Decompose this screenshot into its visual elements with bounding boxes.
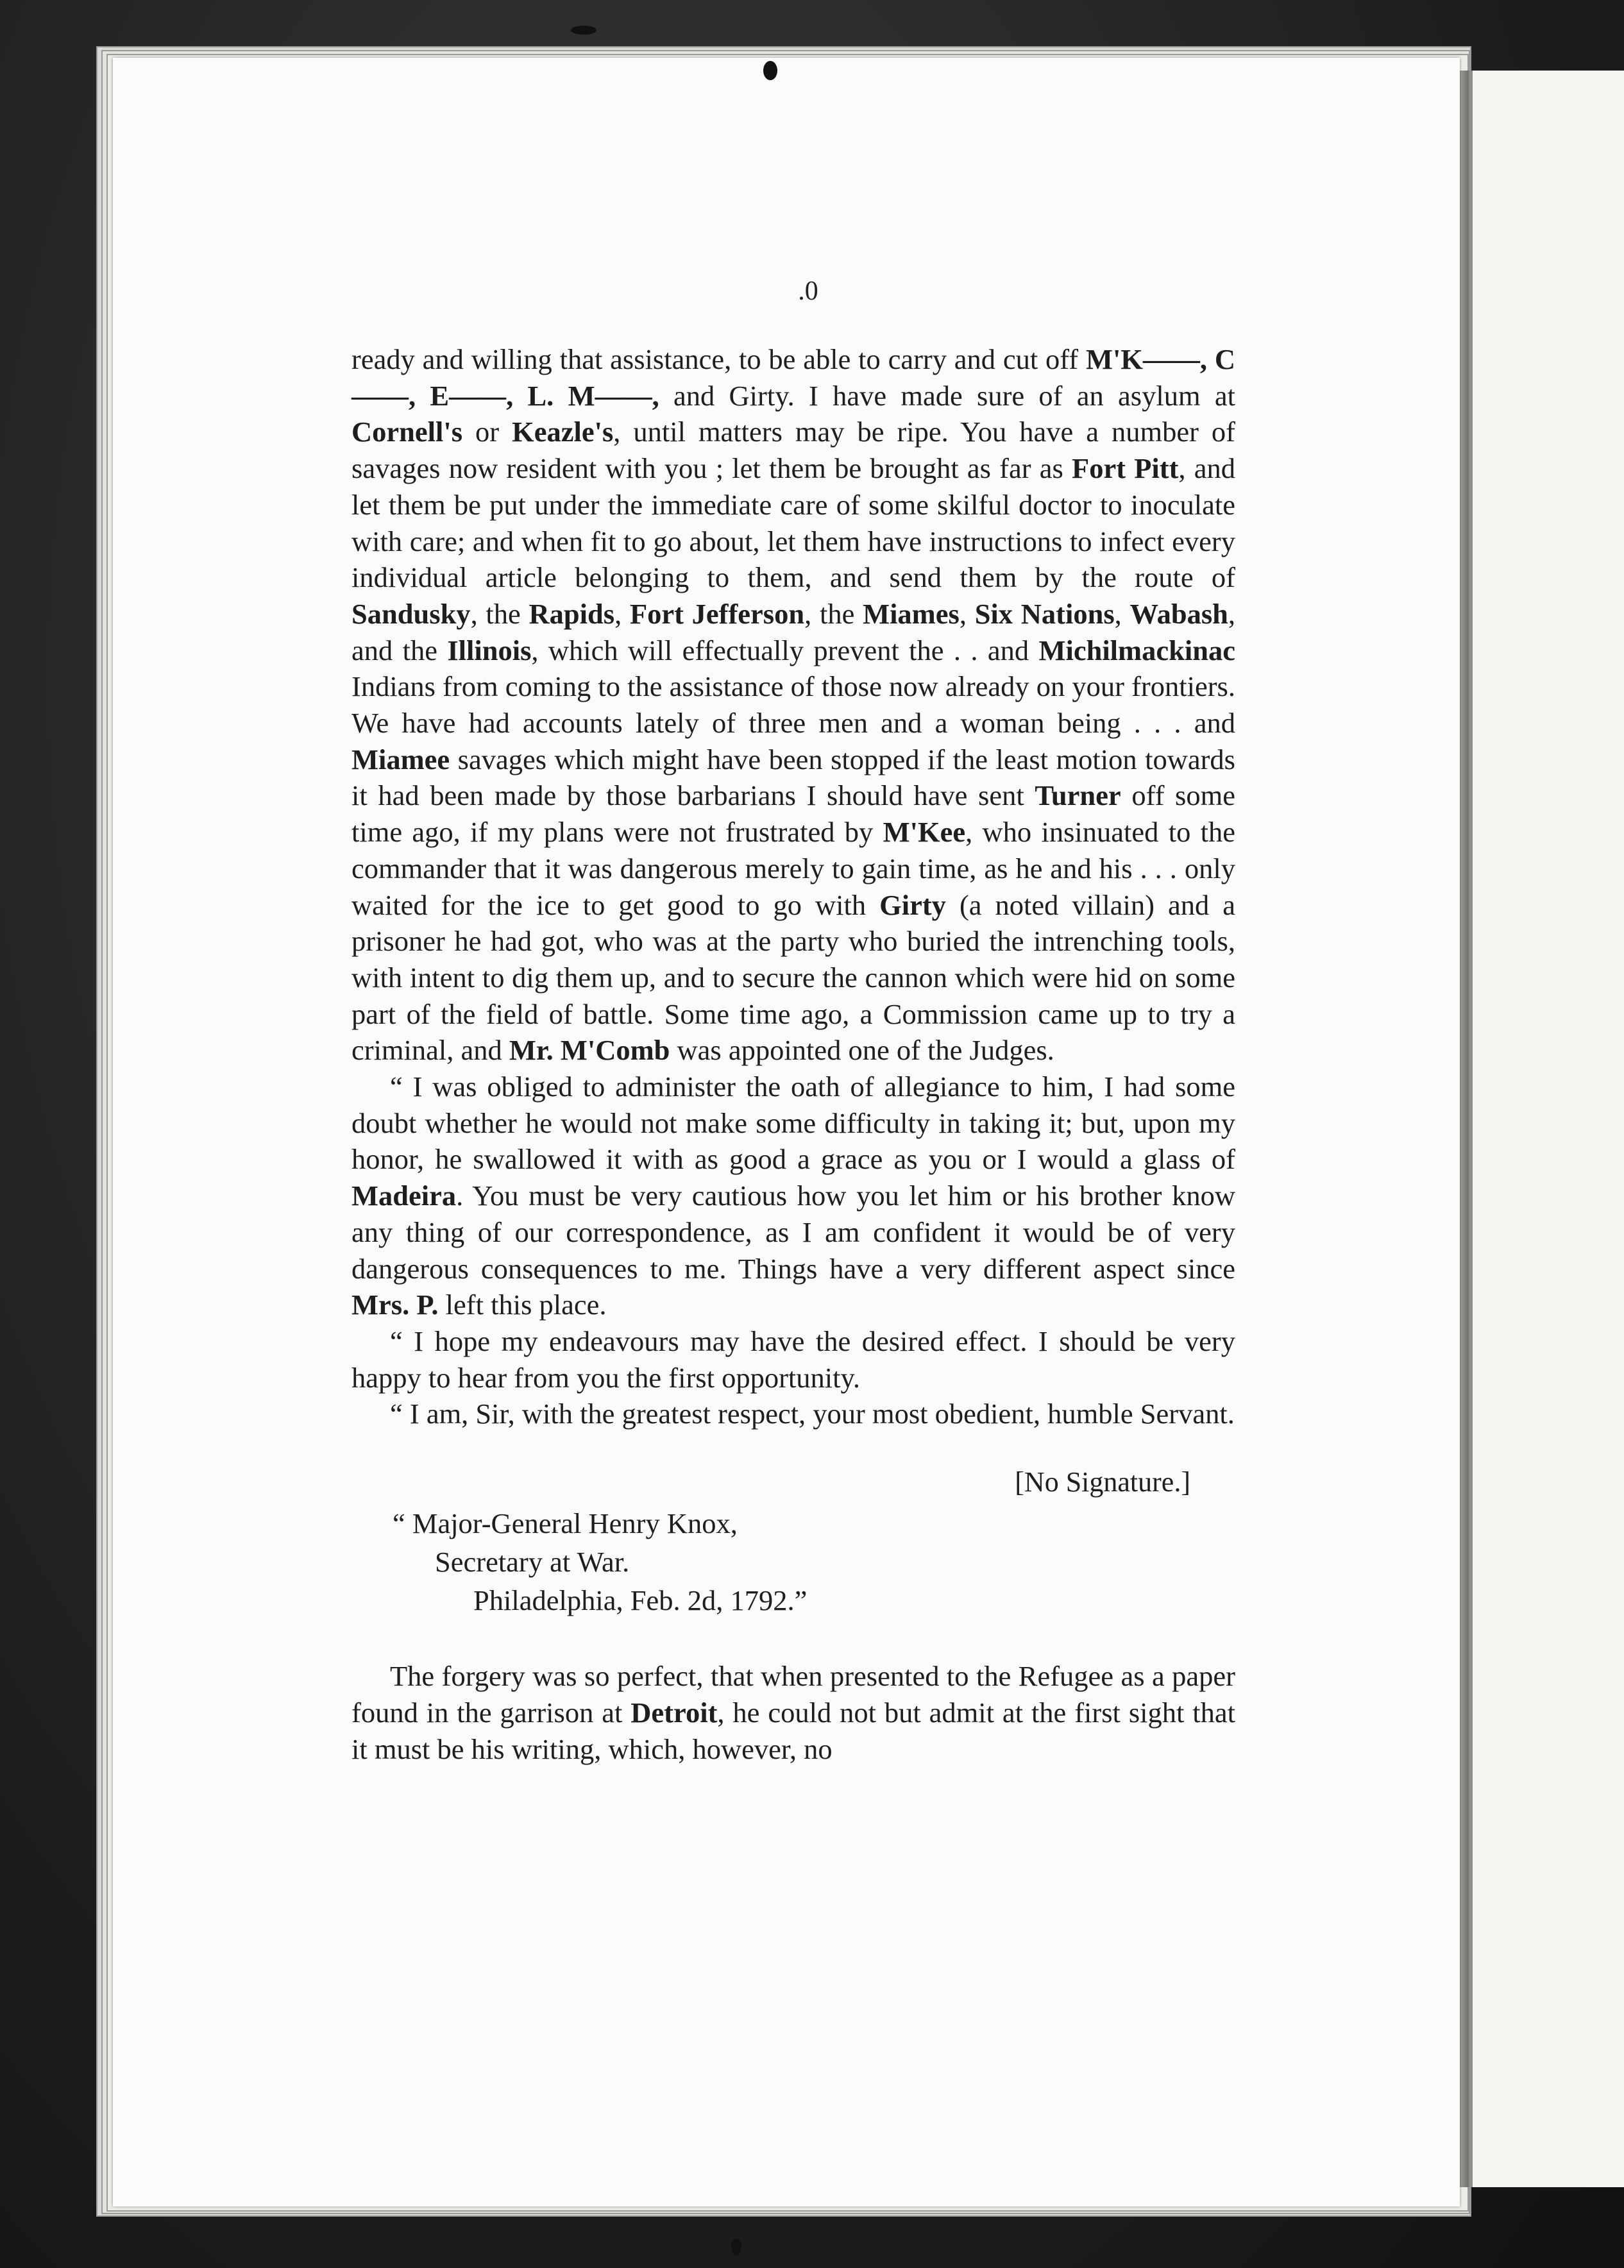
bold-text: Cornell's	[351, 416, 463, 448]
page-number: .0	[798, 276, 818, 306]
text-run: ,	[614, 597, 630, 630]
bold-text: Fort Jefferson	[629, 597, 805, 630]
address-line: “ Major-General Henry Knox,	[393, 1507, 738, 1540]
text-run: (a noted villain) and a prisoner he had got, who was at the party who buried the intrenching tools, with intent to dig them up, and to secure the cannon which were hid on some part of the field of battle. Some time ago, a Commission came up to try a criminal, and	[351, 888, 1235, 1067]
bold-text: Wabash	[1129, 597, 1228, 630]
scan-speck	[571, 26, 596, 35]
paragraph	[351, 341, 1235, 1069]
bold-text: Miamee	[351, 743, 450, 775]
text-run: “ I hope my endeavours may have the desired effect. I should be very happy to hear from you the first opportunity.	[351, 1324, 1235, 1394]
bold-text: Michilmackinac	[1038, 634, 1235, 666]
bold-text: Sandusky	[351, 597, 471, 630]
bold-text: Madeira	[351, 1180, 457, 1212]
text-run: , the	[470, 597, 529, 630]
next-page-edge	[1469, 71, 1624, 2187]
text-run: , who insinuated to the commander that it was dangerous merely to gain time, as he and his . . . only waited for the ice to get good to go with	[351, 816, 1235, 921]
scan-speck	[763, 61, 777, 80]
text-run: . You must be very cautious how you let him or his brother know any thing of our correspondence, as I am confident it would be of very dangerous consequences to me. Things have a very different aspect since	[351, 1180, 1235, 1285]
text-run: Indians from coming to the assistance of those now already on your frontiers. We have had accounts lately of three men and a woman being . . . and	[351, 670, 1235, 740]
bold-text: Rapids	[529, 597, 615, 630]
text-run: off some time ago, if my plans were not frustrated by	[351, 779, 1235, 849]
text-run: “ I was obliged to administer the oath of allegiance to him, I had some doubt whether he would not make some difficulty in taking it; but, upon my honor, he swallowed it with as good a grace as you or I would a glass of	[351, 1071, 1235, 1176]
signature-note: [No Signature.]	[1015, 1466, 1190, 1498]
paragraph	[351, 1069, 1235, 1323]
spacer	[351, 1620, 1235, 1658]
bold-text: Illinois	[447, 634, 532, 666]
text-run: , which will effectually prevent the . . and	[531, 634, 1039, 666]
bold-text: Miames	[863, 597, 960, 630]
bold-text: Turner	[1035, 779, 1121, 812]
text-run: , he could not but admit at the first sight that it must be his writing, which, however, no	[351, 1696, 1235, 1765]
text-run: “ I am, Sir, with the greatest respect, your most obedient, humble Servant.	[390, 1398, 1235, 1430]
bold-text: Detroit	[630, 1696, 718, 1729]
text-run: was appointed one of the Judges.	[670, 1034, 1054, 1067]
bold-text: Fort Pitt	[1072, 452, 1179, 485]
paragraph	[351, 1658, 1235, 1767]
bold-text: M'K——, C——, E——, L. M——,	[351, 343, 1235, 412]
bold-text: Six Nations	[974, 597, 1115, 630]
address-line: Secretary at War.	[435, 1546, 630, 1578]
text-run: , and the	[351, 597, 1236, 666]
text-run: or	[462, 416, 512, 448]
text-run: , the	[804, 597, 863, 630]
scan-speck	[731, 2238, 741, 2255]
bold-text: Girty	[879, 888, 946, 921]
text-run: ,	[1114, 597, 1130, 630]
paragraph	[351, 1323, 1235, 1396]
text-run: and Girty. I have made sure of an asylum at	[659, 379, 1235, 412]
text-run: left this place.	[438, 1289, 607, 1321]
text-run: ,	[959, 597, 975, 630]
paragraph	[351, 1396, 1235, 1432]
text-run: ready and willing that assistance, to be able to carry and cut off	[351, 343, 1086, 375]
bold-text: M'Kee	[883, 816, 966, 849]
closing-paragraph	[351, 1658, 1235, 1767]
text-run: savages which might have been stopped if the least motion towards it had been made by those barbarians I should have sent	[351, 743, 1235, 812]
bold-text: Mrs. P.	[351, 1289, 439, 1321]
address-line: Philadelphia, Feb. 2d, 1792.”	[473, 1584, 808, 1617]
signature-row	[351, 1432, 1235, 1504]
bold-text: Mr. M'Comb	[509, 1034, 670, 1067]
text-run: The forgery was so perfect, that when presented to the Refugee as a paper found in the garrison at	[351, 1660, 1235, 1729]
bold-text: Keazle's	[512, 416, 614, 448]
text-run: , until matters may be ripe. You have a number of savages now resident with you ; let them be brought as far as	[351, 416, 1235, 485]
letter-paragraphs	[351, 341, 1235, 1432]
text-run: , and let them be put under the immediate care of some skilful doctor to inoculate with care; and when fit to go about, let them have instructions to infect every individual article belonging to them, and send them by the route of	[351, 452, 1235, 594]
body-text	[351, 341, 1235, 1767]
